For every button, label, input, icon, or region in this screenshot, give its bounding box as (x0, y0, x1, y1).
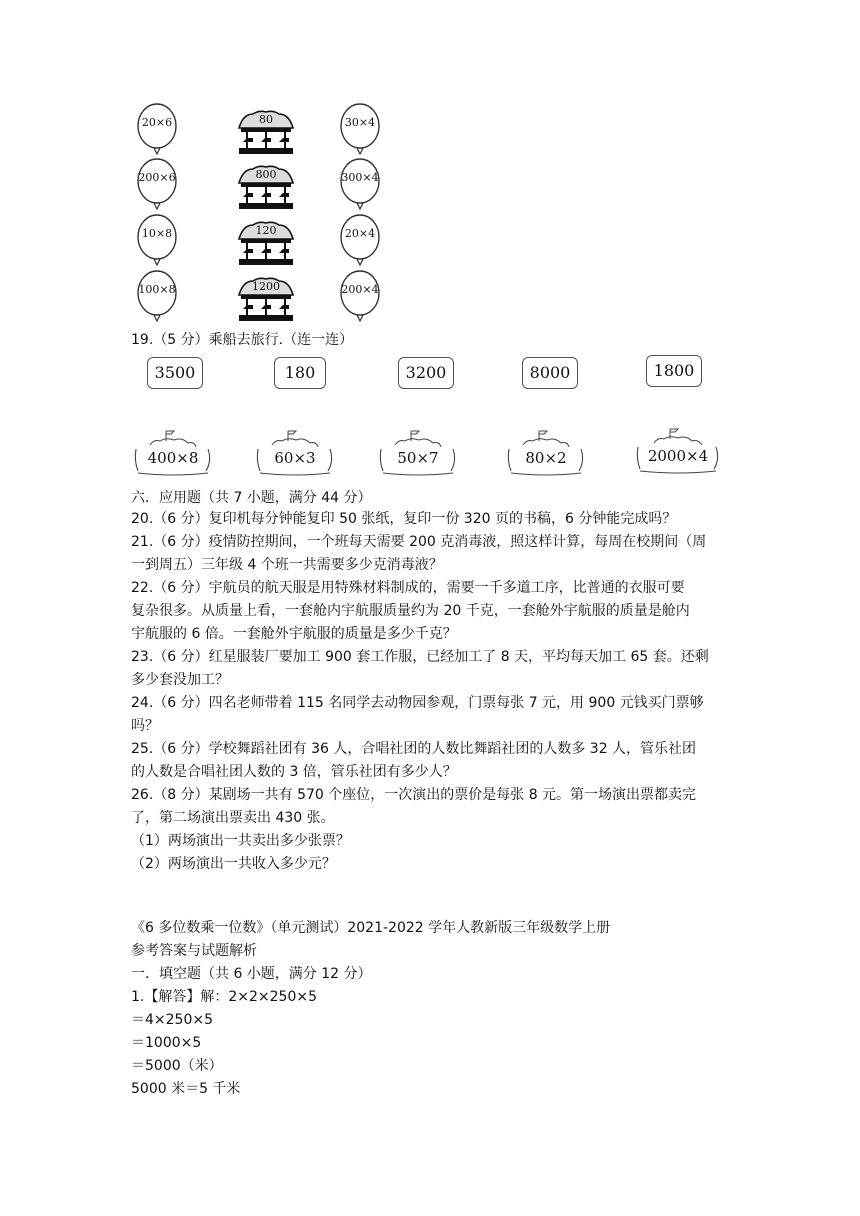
number-box: 3200 (398, 357, 454, 389)
number-box: 8000 (522, 357, 578, 389)
question-line: 21.（6 分）疫情防控期间，一个班每天需要 200 克消毒液，照这样计算，每周在校期间（周 (131, 534, 707, 550)
balloon-label: 20×4 (344, 227, 376, 240)
number-box: 180 (274, 357, 326, 389)
question-line: 24.（6 分）四名老师带着 115 名同学去动物园参观，门票每张 7 元，用 900 元钱买门票够 (131, 695, 704, 711)
boat-label: 50×7 (397, 449, 439, 467)
question-line: 了，第二场演出票卖出 430 张。 (131, 810, 335, 826)
carousel-3 (235, 219, 297, 269)
balloon-label: 100×8 (138, 283, 176, 296)
question-line: 一到周五）三年级 4 个班一共需要多少克消毒液？ (131, 557, 443, 573)
question-line: 23.（6 分）红星服装厂要加工 900 套工作服，已经加工了 8 天，平均每天加工 65 套。还剩 (131, 649, 709, 665)
balloon-right-4 (337, 269, 383, 325)
number-box: 1800 (646, 355, 702, 387)
section-6-heading: 六．应用题（共 7 小题，满分 44 分） (131, 490, 372, 506)
question-line: 吗？ (131, 718, 159, 734)
carousel-label: 80 (259, 113, 273, 126)
question-line: 复杂很多。从质量上看，一套舱内宇航服质量约为 20 千克，一套舱外宇航服的质量是舱内 (131, 603, 690, 619)
balloon-label: 30×4 (344, 116, 376, 129)
balloon-left-3 (134, 213, 180, 269)
answer-line: 1.【解答】解：2×2×250×5 (131, 989, 317, 1005)
answers-subtitle: 参考答案与试题解析 (131, 943, 257, 959)
carousel-label: 1200 (252, 280, 280, 293)
carousel-label: 120 (255, 224, 277, 237)
question-line: 多少套没加工？ (131, 672, 229, 688)
balloon-label: 200×4 (341, 283, 379, 296)
boat-3 (375, 427, 461, 477)
question-line: 20.（6 分）复印机每分钟能复印 50 张纸，复印一份 320 页的书稿，6 分钟能完成吗？ (131, 511, 677, 527)
balloon-label: 20×6 (141, 116, 173, 129)
question-line: 宇航服的 6 倍。一套舱外宇航服的质量是多少千克？ (131, 626, 457, 642)
answer-line: ＝4×250×5 (131, 1012, 213, 1028)
answer-line: ＝5000（米） (131, 1058, 223, 1074)
question-line: 22.（6 分）宇航员的航天服是用特殊材料制成的，需要一千多道工序，比普通的衣服可要 (131, 580, 685, 596)
boat-label: 80×2 (525, 449, 567, 467)
boat-label: 400×8 (147, 449, 199, 467)
balloon-label: 10×8 (141, 227, 173, 240)
number-box: 3500 (147, 357, 203, 389)
answers-title: 《6 多位数乘一位数》（单元测试）2021-2022 学年人教新版三年级数学上册 (131, 920, 611, 936)
boat-2 (252, 427, 338, 477)
balloon-left-2 (134, 157, 180, 213)
boat-1 (130, 427, 216, 477)
carousel-1 (235, 108, 297, 158)
boat-5 (632, 425, 724, 475)
balloon-left-4 (134, 269, 180, 325)
question-19-title: 19.（5 分）乘船去旅行.（连一连） (131, 332, 354, 348)
balloon-left-1 (134, 102, 180, 158)
question-line: （2）两场演出一共收入多少元？ (131, 856, 336, 872)
carousel-label: 800 (255, 168, 277, 181)
balloon-right-1 (337, 102, 383, 158)
boat-label: 60×3 (274, 449, 316, 467)
question-line: 26.（8 分）某剧场一共有 570 个座位，一次演出的票价是每张 8 元。第一场演出票都卖完 (131, 787, 697, 803)
boat-label: 2000×4 (647, 447, 709, 465)
question-line: 25.（6 分）学校舞蹈社团有 36 人，合唱社团的人数比舞蹈社团的人数多 32 人，管乐社团 (131, 741, 697, 757)
balloon-label: 300×4 (341, 171, 379, 184)
carousel-4 (235, 275, 297, 325)
question-line: （1）两场演出一共卖出多少张票？ (131, 833, 350, 849)
balloon-right-3 (337, 213, 383, 269)
balloon-right-2 (337, 157, 383, 213)
answer-line: ＝1000×5 (131, 1035, 202, 1051)
carousel-2 (235, 163, 297, 213)
question-line: 的人数是合唱社团人数的 3 倍，管乐社团有多少人？ (131, 764, 457, 780)
balloon-label: 200×6 (138, 171, 176, 184)
answers-section-1-heading: 一．填空题（共 6 小题，满分 12 分） (131, 966, 372, 982)
boat-4 (503, 427, 589, 477)
answer-line: 5000 米＝5 千米 (131, 1081, 241, 1097)
